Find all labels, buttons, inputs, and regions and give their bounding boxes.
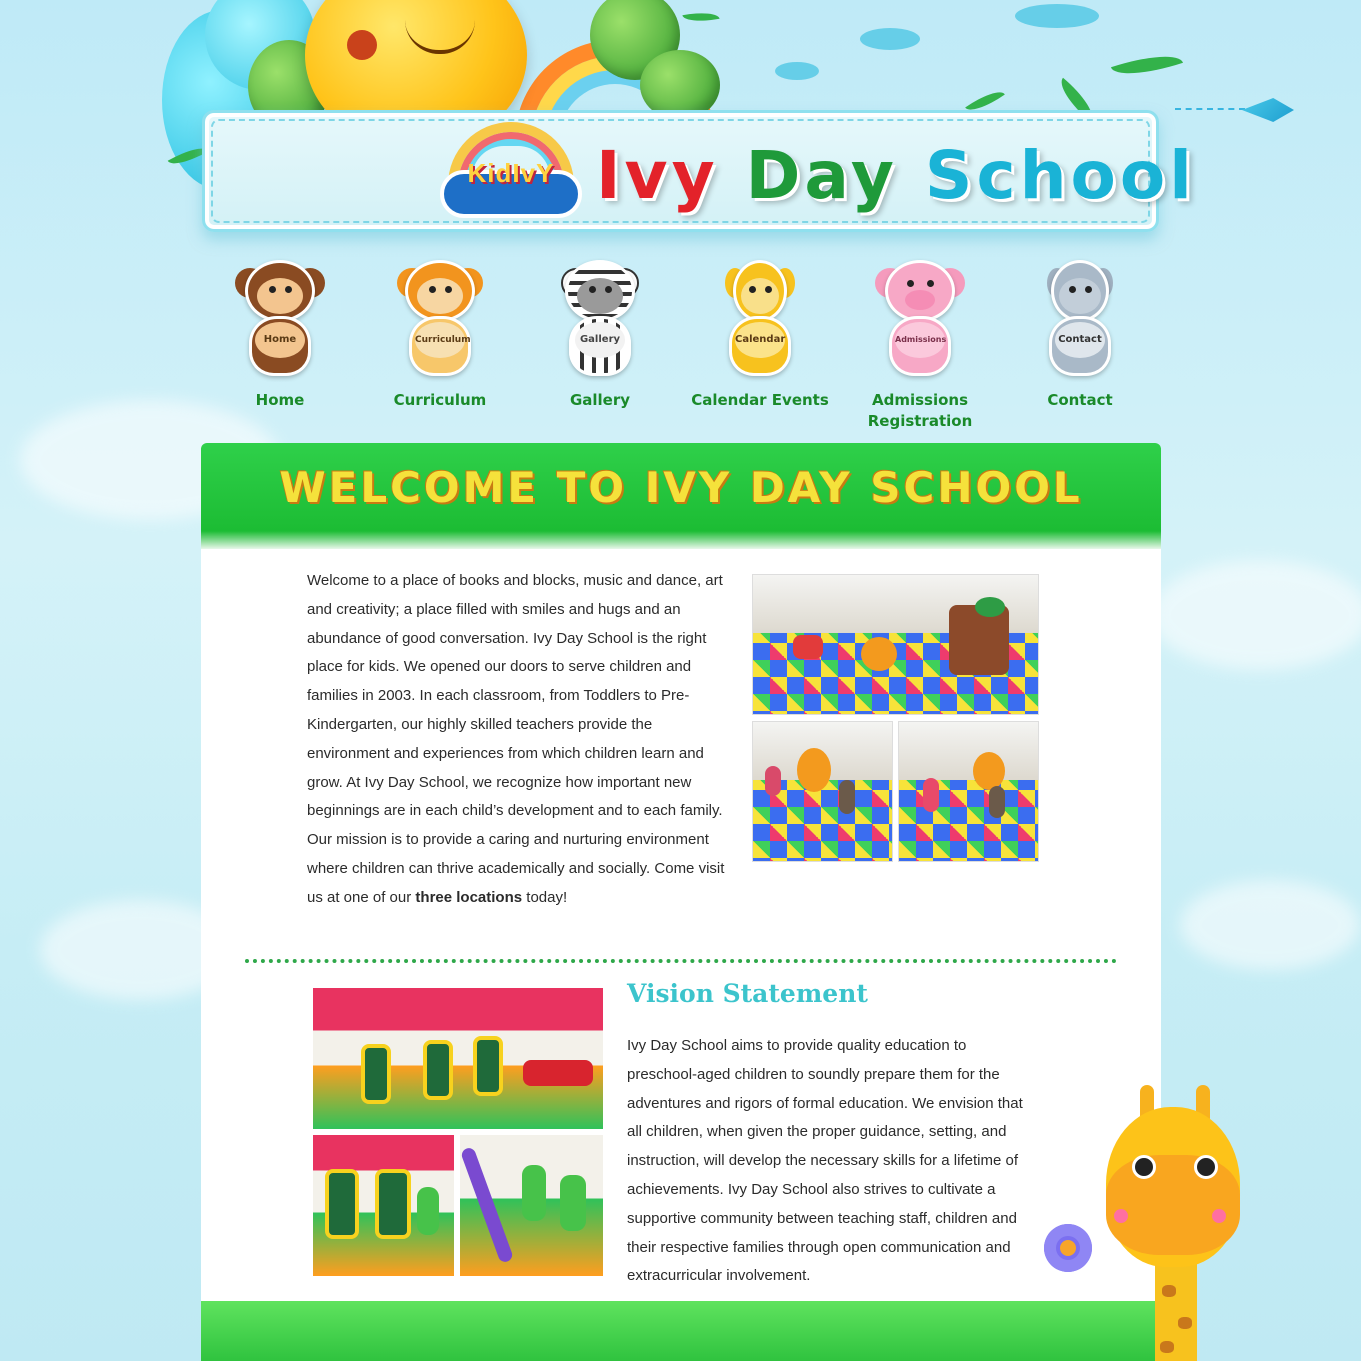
nav-plate-admissions: Admissions — [895, 322, 945, 358]
nav-item-admissions-registration[interactable] — [840, 256, 1000, 432]
main-navigation — [200, 256, 1160, 436]
kite-icon — [1242, 98, 1294, 122]
grass-footer-decoration — [201, 1301, 1161, 1361]
vision-statement-title: Vision Statement — [627, 979, 868, 1008]
giraffe-icon — [715, 256, 805, 380]
nav-plate-curriculum: Curriculum — [415, 322, 465, 358]
kidivy-logo[interactable] — [440, 122, 582, 218]
main-content-panel — [201, 443, 1161, 1361]
welcome-paragraph — [307, 567, 732, 913]
welcome-title: WELCOME TO IVY DAY SCHOOL — [279, 463, 1083, 512]
welcome-text-end: today! — [522, 888, 568, 906]
leaf-decoration — [1111, 46, 1183, 85]
nav-item-curriculum[interactable] — [360, 256, 520, 411]
site-title-day: Day — [745, 137, 898, 214]
classroom-photo-children-playing — [752, 721, 893, 862]
classroom-photo-painting — [313, 1135, 454, 1276]
giraffe-mascot-icon — [1100, 1085, 1250, 1361]
monkey-icon — [235, 256, 325, 380]
nav-label-contact: Contact — [1047, 391, 1113, 409]
welcome-banner — [201, 443, 1161, 549]
background-cloud — [1015, 4, 1099, 28]
lion-icon — [395, 256, 485, 380]
three-locations-link[interactable]: three locations — [415, 888, 523, 906]
logo-text: KidIvY — [467, 158, 555, 188]
nav-plate-gallery: Gallery — [575, 322, 625, 358]
site-title-school: School — [924, 137, 1196, 214]
background-cloud — [1150, 560, 1361, 670]
nav-plate-calendar: Calendar — [735, 322, 785, 358]
hippo-icon — [1035, 256, 1125, 380]
kite-string — [1175, 108, 1245, 110]
nav-label-home: Home — [255, 391, 305, 409]
nav-label-calendar-events: Calendar Events — [691, 391, 829, 409]
background-cloud — [1180, 880, 1360, 970]
classroom-photo-easels — [313, 988, 603, 1129]
nav-item-home[interactable] — [200, 256, 360, 411]
background-cloud — [775, 62, 819, 80]
nav-label-admissions-registration: Admissions Registration — [867, 391, 973, 430]
nav-plate-contact: Contact — [1055, 322, 1105, 358]
zebra-icon — [555, 256, 645, 380]
nav-item-calendar-events[interactable] — [680, 256, 840, 411]
classroom-photo-children-easel — [460, 1135, 603, 1276]
classroom-photo-playroom — [752, 574, 1039, 715]
nav-item-contact[interactable] — [1000, 256, 1160, 411]
nav-item-gallery[interactable] — [520, 256, 680, 411]
purple-flower-icon — [1044, 1224, 1092, 1272]
leaf-decoration — [682, 9, 719, 25]
pig-icon — [875, 256, 965, 380]
nav-label-gallery: Gallery — [569, 391, 631, 409]
section-divider — [245, 959, 1117, 963]
classroom-photo-children-toys — [898, 721, 1039, 862]
nav-label-curriculum: Curriculum — [393, 391, 487, 409]
welcome-text: Welcome to a place of books and blocks, music and dance, art and creativity; a place filled with smiles and hugs and an abundance of good conversation. Ivy Day School is the right place for kids. We opened our doors to serve children and families in 2003. In each classroom, from Toddlers to Pre-Kindergarten, our highly skilled teachers provide the environment and experiences from which children learn and grow. At Ivy Day School, we recognize how important new beginnings are in each child’s development and to each family. Our mission is to provide a caring and nurturing environment where children can thrive academically and socially. Come visit us at one of our — [307, 572, 725, 906]
background-cloud — [860, 28, 920, 50]
site-title[interactable] — [596, 137, 1196, 217]
site-title-ivy: Ivy — [596, 137, 719, 214]
vision-statement-text: Ivy Day School aims to provide quality education to preschool-aged children to soundly prepare them for the adventures and rigors of formal education. We envision that all children, when given the proper guidance, setting, and instruction, will develop the necessary skills for a lifetime of achievements. Ivy Day School also strives to cultivate a supportive community between teaching staff, children and their respective families through open communication and extracurricular involvement. — [627, 1037, 1023, 1285]
nav-plate-home: Home — [255, 322, 305, 358]
